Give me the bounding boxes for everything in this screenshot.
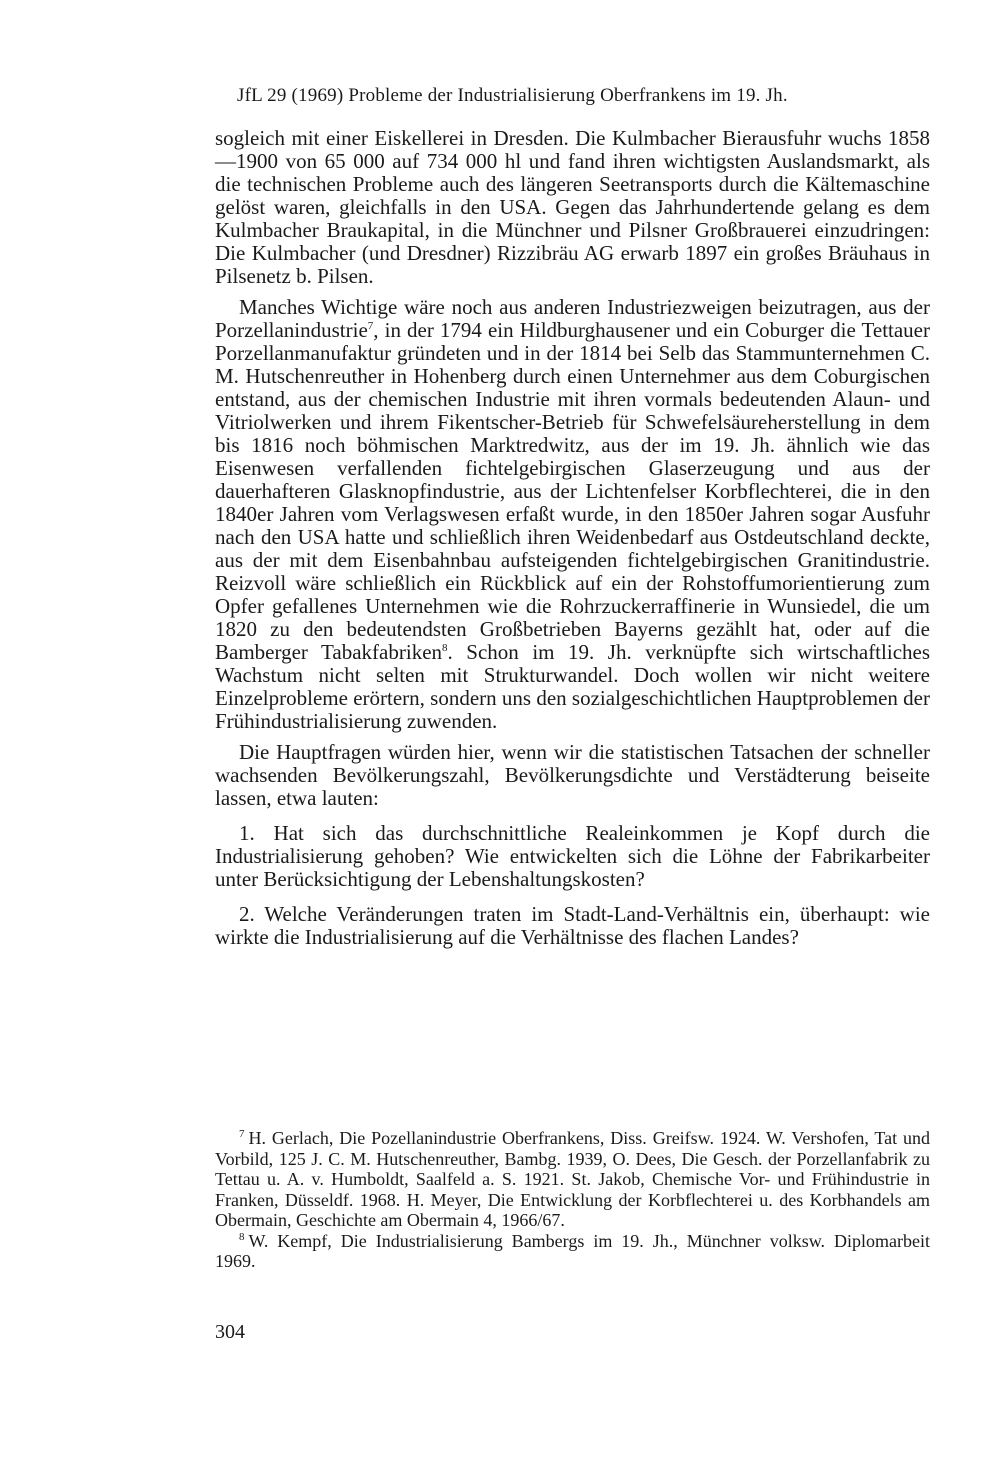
footnote-8 xyxy=(215,1231,930,1272)
main-text xyxy=(215,127,930,949)
paragraph-2-part-c: . Schon im 19. Jh. verknüpfte sich wirtschaftliches Wachstum nicht selten mit Strukturwandel. Doch wollen wir nicht weitere Einzelprobleme erörtern, sondern uns den sozialgeschichtlichen Hauptproblemen der Frühindustrialisierung zuwenden. xyxy=(215,640,931,733)
paragraph-2-part-a: Manches Wichtige wäre noch aus anderen Industriezweigen beizutragen, aus der Porzellanindustrie xyxy=(215,295,930,342)
footnote-mark: 8 xyxy=(239,1230,245,1243)
paragraph-1: sogleich mit einer Eiskellerei in Dresden. Die Kulmbacher Bierausfuhr wuchs 1858—1900 von 65 000 auf 734 000 hl und fand ihren wichtigsten Auslandsmarkt, als die technischen Probleme auch des längeren Seetransports durch die Kältemaschine gelöst waren, gleichfalls in den USA. Gegen das Jahrhundertende gelang es dem Kulmbacher Braukapital, in die Münchner und Pilsner Großbrauerei einzudringen: Die Kulmbacher (und Dresdner) Rizzibräu AG erwarb 1897 ein großes Bräuhaus in Pilsenetz b. Pilsen. xyxy=(215,126,930,288)
footnote-7 xyxy=(215,1128,930,1231)
footnote-text: H. Gerlach, Die Pozellanindustrie Oberfrankens, Diss. Greifsw. 1924. W. Vershofen, Tat und Vorbild, 125 J. C. M. Hutschenreuther, Bambg. 1939, O. Dees, Die Gesch. der Porzellanfabrik zu Tettau u. A. v. Humboldt, Saalfeld a. S. 1921. St. Jakob, Chemische Vor- und Frühindustrie in Franken, Düsseldf. 1968. H. Meyer, Die Entwicklung der Korbflechterei u. des Korbhandels am Obermain, Geschichte am Obermain 4, 1966/67. xyxy=(215,1128,930,1230)
question-2: 2. Welche Veränderungen traten im Stadt-Land-Verhältnis ein, überhaupt: wie wirkte die Industrialisierung auf die Verhältnisse des flachen Landes? xyxy=(215,902,930,949)
running-head: JfL 29 (1969) Probleme der Industrialisierung Oberfrankens im 19. Jh. xyxy=(237,85,788,106)
paragraph-2-part-b: , in der 1794 ein Hildburghausener und ein Coburger die Tettauer Porzellanmanufaktur gründeten und in der 1814 bei Selb das Stammunternehmen C. M. Hutschenreuther in Hohenberg durch einen Unternehmer aus dem Coburgischen entstand, aus der chemischen Industrie mit ihren vormals bedeutenden Alaun- und Vitriolwerken und ihrem Fikentscher-Betrieb für Schwefelsäureherstellung in dem bis 1816 noch böhmischen Marktredwitz, aus der im 19. Jh. ähnlich wie das Eisenwesen verfallenden fichtelgebirgischen Glaserzeugung und aus der dauerhafteren Glasknopfindustrie, aus der Lichtenfelser Korbflechterei, die in den 1840er Jahren vom Verlagswesen erfaßt wurde, in den 1850er Jahren sogar Ausfuhr nach den USA hatte und schließlich ihren Weidenbedarf aus Ostdeutschland deckte, aus der mit dem Eisenbahnbau aufsteigenden fichtelgebirgischen Granitindustrie. Reizvoll wäre schließlich ein Rückblick auf ein der Rohstoffumorientierung zum Opfer gefallenes Unternehmen wie die Rohrzuckerraffinerie in Wunsiedel, die um 1820 zu den bedeutendsten Großbetrieben Bayerns gezählt hat, oder auf die Bamberger Tabakfabriken xyxy=(215,318,930,664)
question-1: 1. Hat sich das durchschnittliche Realeinkommen je Kopf durch die Industrialisierung gehoben? Wie entwickelten sich die Löhne der Fabrikarbeiter unter Berücksichtigung der Lebenshaltungskosten? xyxy=(215,821,930,891)
book-page xyxy=(215,0,930,1476)
paragraph-3: Die Hauptfragen würden hier, wenn wir die statistischen Tatsachen der schneller wachsenden Bevölkerungszahl, Bevölkerungsdichte und Verstädterung beiseite lassen, etwa lauten: xyxy=(215,740,930,810)
footnote-ref-8: 8 xyxy=(442,642,448,654)
paragraph-2 xyxy=(215,296,930,733)
footnote-text: W. Kempf, Die Industrialisierung Bambergs im 19. Jh., Münchner volksw. Diplomarbeit 1969. xyxy=(215,1230,930,1271)
footnotes xyxy=(215,1128,930,1272)
footnote-mark: 7 xyxy=(239,1128,245,1140)
page-number: 304 xyxy=(215,1321,245,1343)
footnote-ref-7: 7 xyxy=(367,320,374,332)
